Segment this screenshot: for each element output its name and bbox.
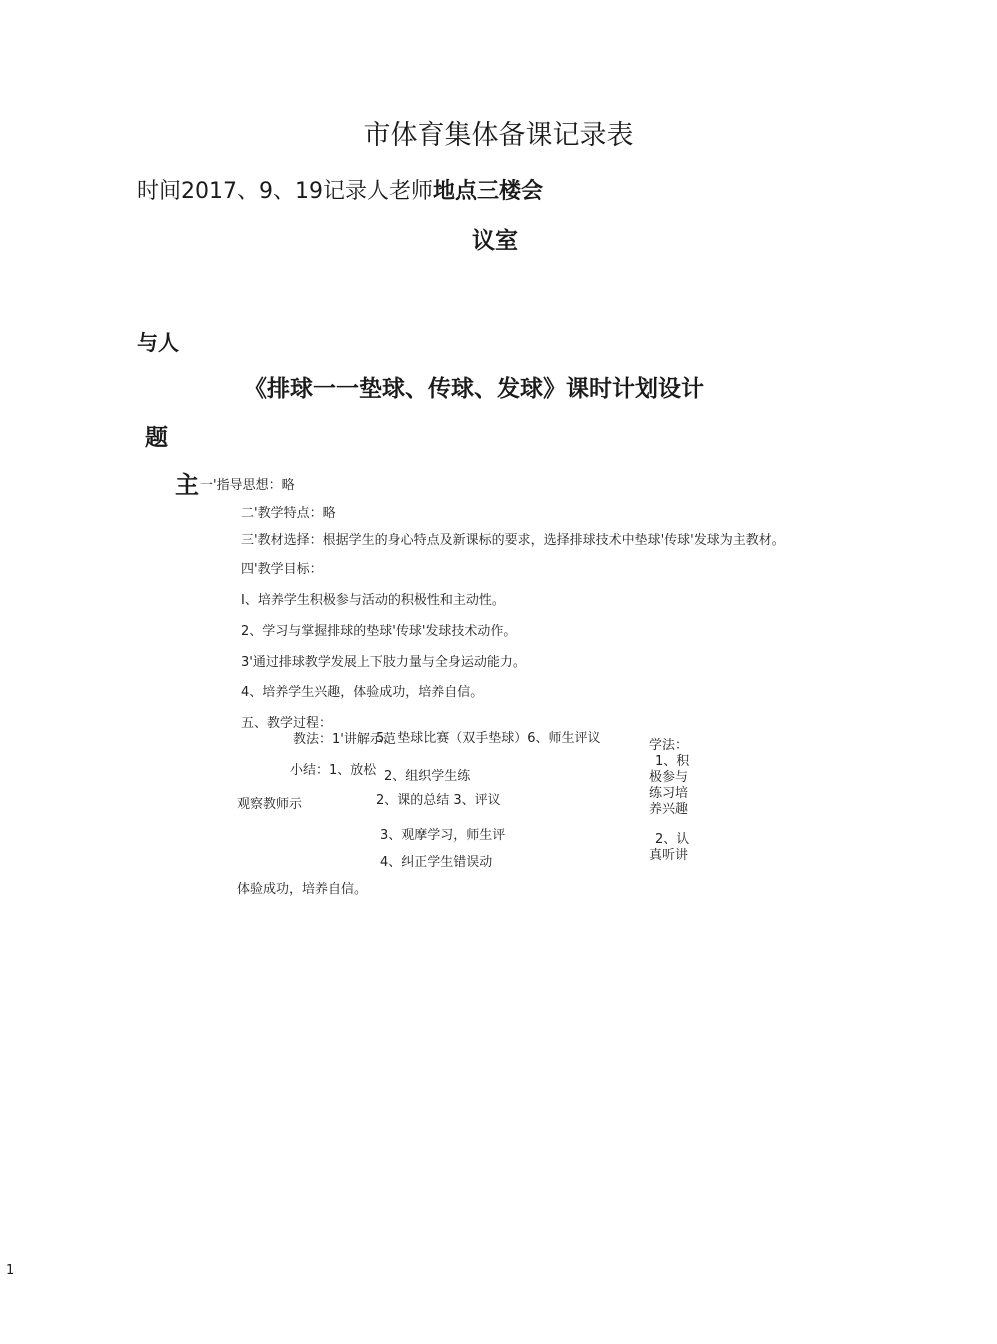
- subject-label-ti: 题: [145, 425, 168, 451]
- presenter-label: 与人: [137, 331, 179, 355]
- process-review-line: 3、观摩学习，师生评: [380, 828, 506, 843]
- location-text: 地点三楼会: [432, 179, 543, 204]
- process-method-line: 教法：1'讲解示范: [293, 732, 396, 747]
- process-correct-line: 4、纠正学生错误动: [380, 855, 493, 870]
- process-summary-line: 小结：1、放松: [290, 763, 377, 778]
- learning-method-column: [649, 738, 699, 864]
- process-confidence-line: 体验成功，培养自信。: [237, 882, 368, 897]
- section-teaching-features: 二'教学特点：略: [241, 506, 336, 521]
- learning-label: 学法：: [649, 738, 689, 753]
- learning-item-1b: 极参与: [649, 770, 689, 785]
- process-organize-line: 2、组织学生练: [384, 769, 471, 784]
- goal-item-3: 3'通过排球教学发展上下肢力量与全身运动能力。: [241, 655, 526, 670]
- section-teaching-goals: 四'教学目标：: [241, 562, 323, 577]
- page-number: 1: [6, 1263, 15, 1278]
- section-guiding-thought: 一'指导思想：略: [200, 478, 295, 493]
- location-continued: 议室: [472, 228, 518, 254]
- section-material-selection: 三'教材选择：根据学生的身心特点及新课标的要求，选择排球技术中垫球'传球'发球为主教材。: [241, 533, 785, 548]
- section-teaching-process: 五、教学过程：: [241, 716, 333, 731]
- learning-item-2a: 2、认: [655, 832, 690, 847]
- goal-item-4: 4、培养学生兴趣，体验成功，培养自信。: [241, 685, 484, 700]
- process-conclusion-line: 2、课的总结 3、评议: [376, 793, 501, 808]
- learning-item-1d: 养兴趣: [649, 802, 689, 817]
- learning-item-1a: 1、积: [655, 754, 690, 769]
- goal-item-1: I、培养学生积极参与活动的积极性和主动性。: [241, 593, 505, 608]
- subject-label-zhu: 主: [175, 471, 199, 499]
- time-recorder-text: 时间2017、9、19记录人老师: [137, 179, 433, 204]
- lesson-subject: 《排球一一垫球、传球、发球》课时计划设计: [244, 376, 704, 402]
- record-meta-line: [137, 174, 543, 205]
- page-title: 市体育集体备课记录表: [363, 120, 634, 151]
- process-competition-line: 5、垫球比赛（双手垫球）6、师生评议: [376, 731, 601, 746]
- learning-item-2b: 真听讲: [649, 848, 689, 863]
- learning-item-1c: 练习培: [649, 786, 689, 801]
- goal-item-2: 2、学习与掌握排球的垫球'传球'发球技术动作。: [241, 624, 517, 639]
- process-observe-line: 观察教师示: [237, 797, 303, 812]
